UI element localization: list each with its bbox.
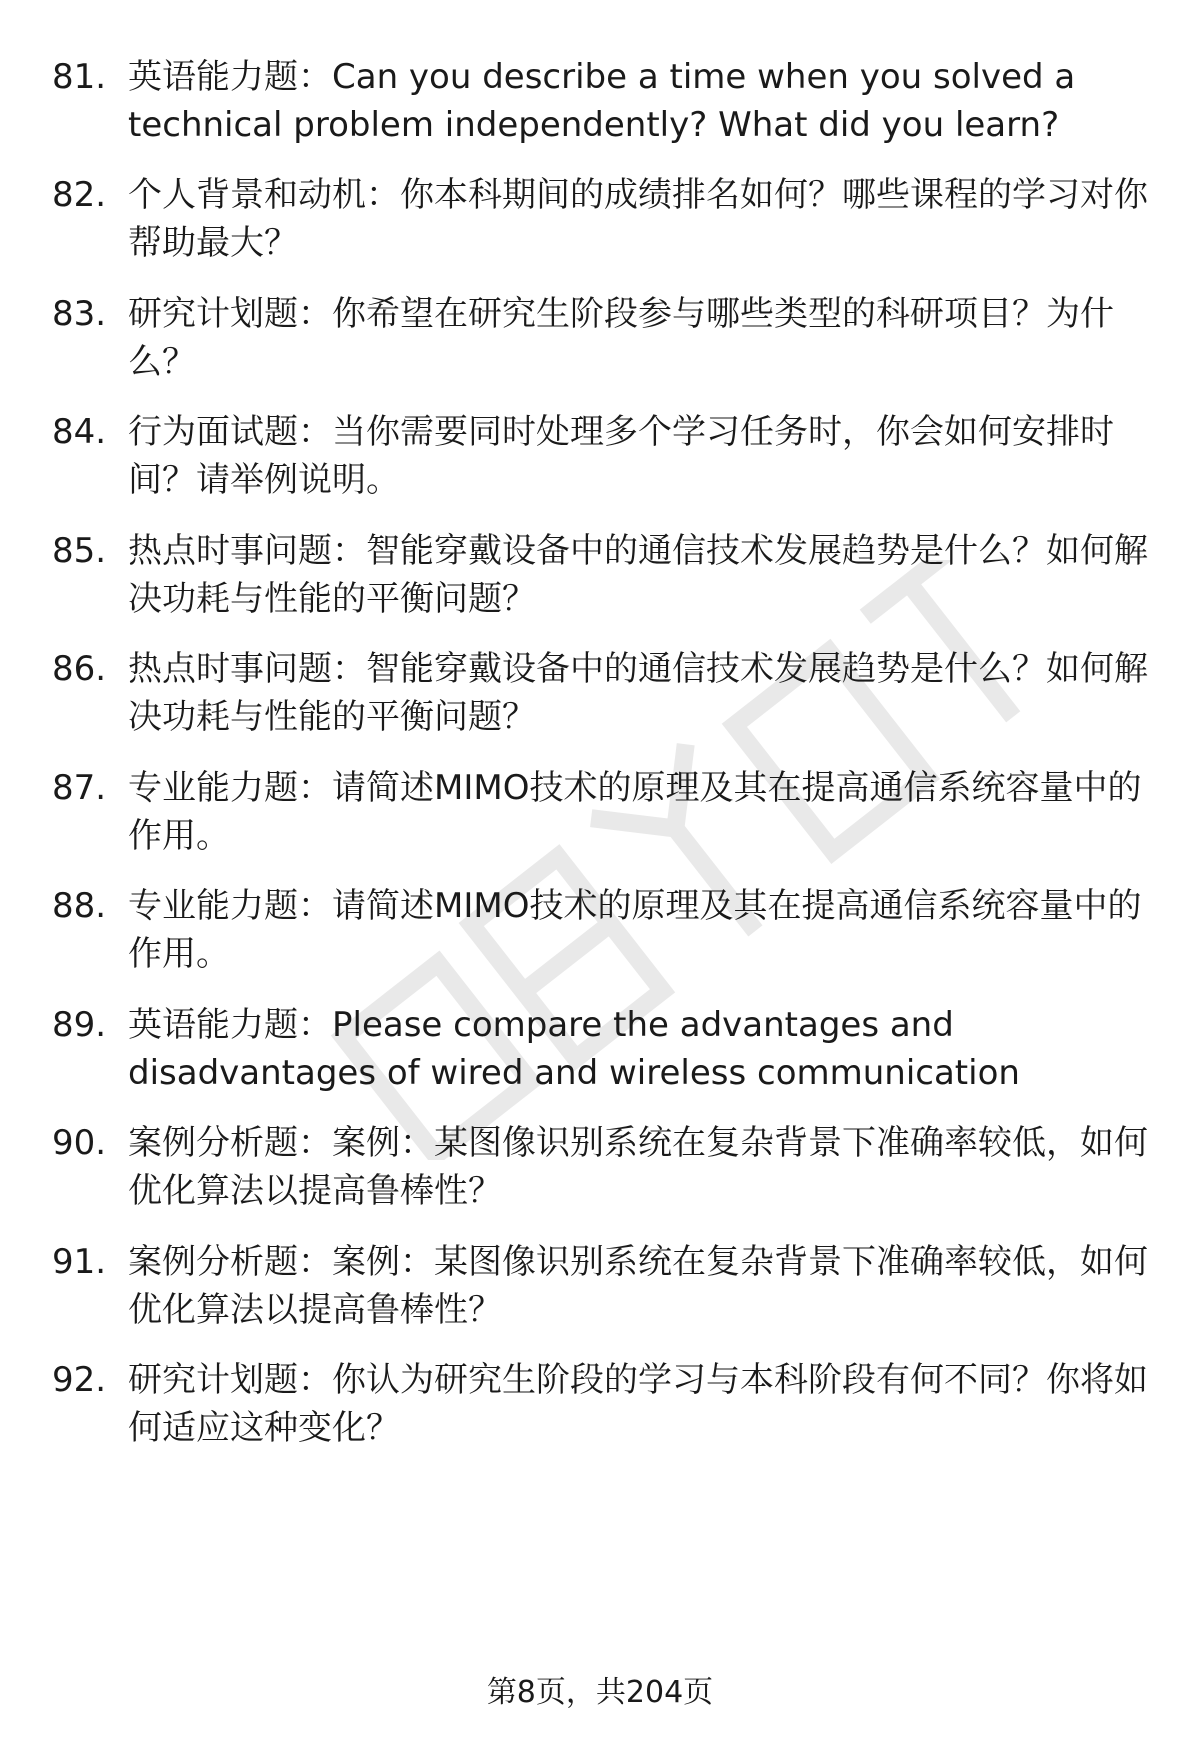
question-number: 87. — [52, 768, 107, 808]
question-number: 84. — [52, 412, 107, 452]
list-item — [52, 1238, 1152, 1334]
list-item — [52, 53, 1152, 149]
question-text: 英语能力题：Please compare the advantages and disadvantages of wired and wireless communication — [128, 1005, 1020, 1093]
list-item — [52, 764, 1152, 860]
list-item — [52, 882, 1152, 978]
list-item — [52, 645, 1152, 741]
question-text: 研究计划题：你认为研究生阶段的学习与本科阶段有何不同？你将如何适应这种变化？ — [128, 1360, 1148, 1448]
question-number: 88. — [52, 886, 107, 926]
question-number: 86. — [52, 649, 107, 689]
page-footer: 第8页，共204页 — [486, 1675, 714, 1710]
question-text: 专业能力题：请简述MIMO技术的原理及其在提高通信系统容量中的作用。 — [128, 886, 1142, 974]
list-item — [52, 1119, 1152, 1215]
question-number: 83. — [52, 294, 107, 334]
question-number: 91. — [52, 1242, 107, 1282]
question-number: 92. — [52, 1360, 107, 1400]
question-text: 案例分析题：案例：某图像识别系统在复杂背景下准确率较低，如何优化算法以提高鲁棒性？ — [128, 1123, 1148, 1211]
list-item — [52, 1001, 1152, 1097]
question-number: 89. — [52, 1005, 107, 1045]
question-text: 研究计划题：你希望在研究生阶段参与哪些类型的科研项目？为什么？ — [128, 294, 1114, 382]
list-item — [52, 290, 1152, 386]
list-item — [52, 1356, 1152, 1452]
question-text: 行为面试题：当你需要同时处理多个学习任务时，你会如何安排时间？请举例说明。 — [128, 412, 1114, 500]
question-text: 英语能力题：Can you describe a time when you solved a technical problem independently? What did you learn? — [128, 57, 1076, 145]
list-item — [52, 527, 1152, 623]
question-text: 专业能力题：请简述MIMO技术的原理及其在提高通信系统容量中的作用。 — [128, 768, 1142, 856]
question-number: 81. — [52, 57, 107, 97]
question-number: 90. — [52, 1123, 107, 1163]
question-text: 热点时事问题：智能穿戴设备中的通信技术发展趋势是什么？如何解决功耗与性能的平衡问题？ — [128, 649, 1148, 737]
question-text: 个人背景和动机：你本科期间的成绩排名如何？哪些课程的学习对你帮助最大？ — [128, 175, 1148, 263]
question-text: 热点时事问题：智能穿戴设备中的通信技术发展趋势是什么？如何解决功耗与性能的平衡问题？ — [128, 531, 1148, 619]
question-text: 案例分析题：案例：某图像识别系统在复杂背景下准确率较低，如何优化算法以提高鲁棒性？ — [128, 1242, 1148, 1330]
question-number: 82. — [52, 175, 107, 215]
list-item — [52, 408, 1152, 504]
list-item — [52, 171, 1152, 267]
question-number: 85. — [52, 531, 107, 571]
